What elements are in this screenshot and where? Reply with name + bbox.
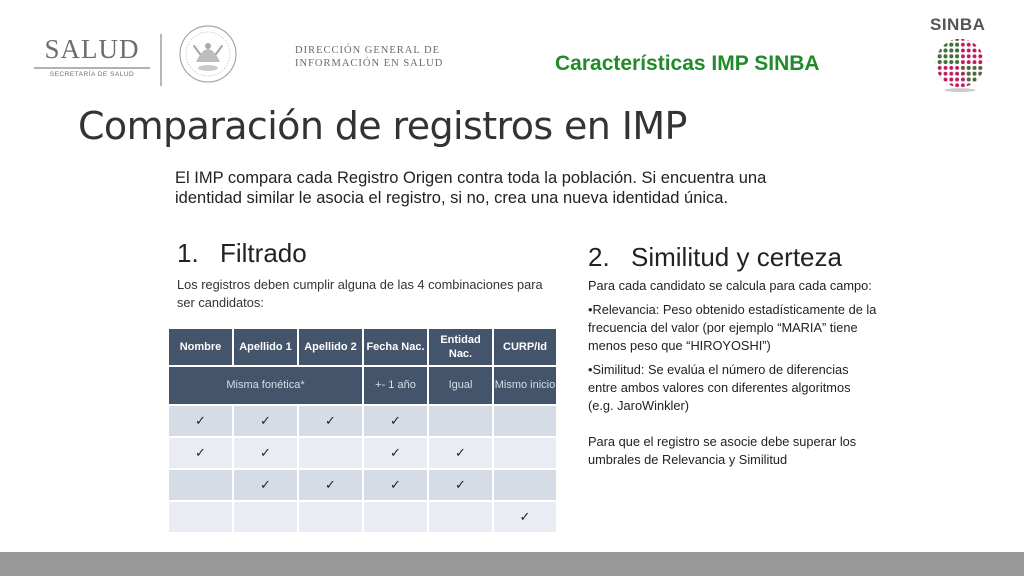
table-criteria-cell: +- 1 año bbox=[363, 366, 428, 405]
table-cell: ✓ bbox=[233, 437, 298, 469]
similitud-number: 2. bbox=[588, 242, 610, 272]
table-header-cell: Fecha Nac. bbox=[363, 328, 428, 366]
table-criteria-cell: Misma fonética* bbox=[168, 366, 363, 405]
table-cell: ✓ bbox=[298, 469, 363, 501]
filtrado-number: 1. bbox=[177, 238, 199, 268]
table-cell bbox=[233, 501, 298, 533]
table-cell bbox=[298, 501, 363, 533]
table-cell: ✓ bbox=[363, 469, 428, 501]
table-criteria-row bbox=[168, 366, 557, 405]
table-cell: ✓ bbox=[168, 437, 233, 469]
table-header-cell: CURP/Id bbox=[493, 328, 557, 366]
salud-logo-text: SALUD bbox=[44, 34, 140, 64]
salud-logo bbox=[28, 34, 156, 82]
table-cell bbox=[493, 437, 557, 469]
table-header-cell: Nombre bbox=[168, 328, 233, 366]
sinba-globe-icon bbox=[931, 36, 989, 94]
logo-separator bbox=[160, 34, 162, 86]
table-cell bbox=[428, 405, 493, 437]
table-cell: ✓ bbox=[363, 437, 428, 469]
filtrado-heading bbox=[177, 238, 307, 269]
similitud-paragraph: Para cada candidato se calcula para cada campo: bbox=[588, 278, 872, 293]
section-title: Características IMP SINBA bbox=[555, 52, 820, 75]
similitud-heading bbox=[588, 242, 842, 273]
table-row bbox=[168, 405, 557, 437]
table-cell: ✓ bbox=[168, 405, 233, 437]
dgis-line-1: DIRECCIÓN GENERAL DE bbox=[295, 45, 441, 56]
table-cell: ✓ bbox=[233, 405, 298, 437]
table-header-cell: Apellido 2 bbox=[298, 328, 363, 366]
salud-logo-subtext: SECRETARÍA DE SALUD bbox=[49, 71, 135, 78]
table-cell bbox=[493, 469, 557, 501]
table-criteria-cell: Igual bbox=[428, 366, 493, 405]
table-cell: ✓ bbox=[428, 437, 493, 469]
national-seal-icon bbox=[178, 24, 238, 84]
table-header-row bbox=[168, 328, 557, 366]
table-cell bbox=[493, 405, 557, 437]
similitud-bullet: •Similitud: Se evalúa el número de diferencias entre ambos valores con diferentes algoritmos (e.g. JaroWinkler) bbox=[588, 362, 851, 413]
table-cell: ✓ bbox=[493, 501, 557, 533]
table-header-cell: Entidad Nac. bbox=[428, 328, 493, 366]
filtrado-title: Filtrado bbox=[220, 238, 307, 268]
similitud-body bbox=[588, 277, 878, 475]
sinba-label: SINBA bbox=[930, 15, 986, 34]
page-title: Comparación de registros en IMP bbox=[78, 104, 687, 148]
relevancia-bullet: •Relevancia: Peso obtenido estadísticamente de la frecuencia del valor (por ejemplo “MARIA” tiene menos peso que “HIROYOSHI”) bbox=[588, 302, 877, 353]
intro-text: El IMP compara cada Registro Origen contra toda la población. Si encuentra una identidad similar le asocia el registro, si no, crea una nueva identidad única. bbox=[175, 169, 767, 207]
table-cell bbox=[168, 501, 233, 533]
table-cell bbox=[168, 469, 233, 501]
table-cell bbox=[298, 437, 363, 469]
similitud-conclusion: Para que el registro se asocie debe superar los umbrales de Relevancia y Similitud bbox=[588, 434, 857, 467]
table-cell: ✓ bbox=[363, 405, 428, 437]
table-criteria-cell: Mismo inicio bbox=[493, 366, 557, 405]
table-row bbox=[168, 501, 557, 533]
table-cell: ✓ bbox=[298, 405, 363, 437]
table-cell: ✓ bbox=[233, 469, 298, 501]
combinations-table bbox=[167, 327, 558, 534]
table-cell bbox=[363, 501, 428, 533]
table-header-cell: Apellido 1 bbox=[233, 328, 298, 366]
table-row bbox=[168, 469, 557, 501]
dgis-line-2: INFORMACIÓN EN SALUD bbox=[295, 58, 444, 69]
salud-logo-rule bbox=[34, 67, 150, 69]
similitud-title: Similitud y certeza bbox=[631, 242, 842, 272]
footer-bar bbox=[0, 552, 1024, 576]
filtrado-description: Los registros deben cumplir alguna de las 4 combinaciones para ser candidatos: bbox=[177, 277, 543, 310]
table-cell bbox=[428, 501, 493, 533]
dgis-logo-text bbox=[295, 44, 475, 70]
table-cell: ✓ bbox=[428, 469, 493, 501]
table-row bbox=[168, 437, 557, 469]
